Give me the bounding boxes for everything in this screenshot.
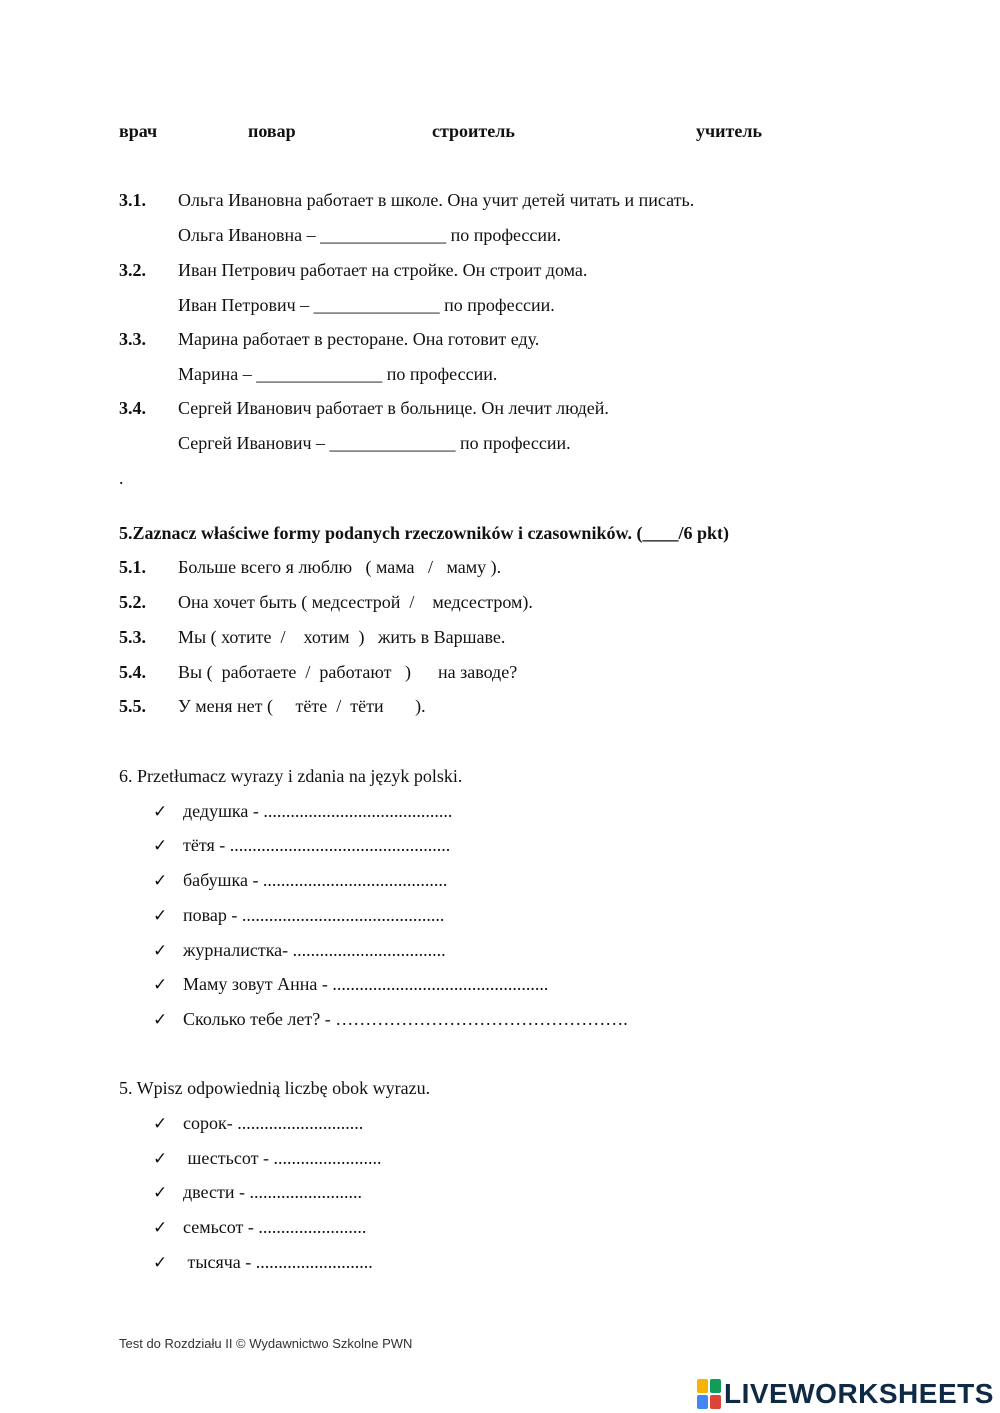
- translation-item[interactable]: дедушка - ..........................................: [183, 801, 453, 821]
- number-item[interactable]: сорок- ............................: [183, 1113, 364, 1133]
- answer-line[interactable]: Ольга Ивановна – ______________ по профессии.: [178, 225, 562, 245]
- check-icon: ✓: [153, 975, 168, 994]
- item-number: 5.2.: [119, 592, 146, 612]
- exercise-sentence: Иван Петрович работает на стройке. Он строит дома.: [178, 260, 588, 280]
- word-bank-item: строитель: [432, 121, 515, 141]
- number-item[interactable]: двести - .........................: [183, 1182, 362, 1202]
- check-icon: ✓: [153, 1149, 168, 1168]
- check-icon: ✓: [153, 871, 168, 890]
- choice-sentence[interactable]: У меня нет ( тёте / тёти ).: [178, 696, 426, 716]
- item-number: 3.3.: [119, 329, 146, 349]
- number-item[interactable]: семьсот - ........................: [183, 1217, 367, 1237]
- liveworksheets-logo[interactable]: [697, 1378, 994, 1410]
- check-icon: ✓: [153, 1253, 168, 1272]
- translation-item[interactable]: тётя - .................................................: [183, 835, 451, 855]
- choice-sentence[interactable]: Мы ( хотите / хотим ) жить в Варшаве.: [178, 627, 506, 647]
- exercise-sentence: Марина работает в ресторане. Она готовит еду.: [178, 329, 540, 349]
- exercise-sentence: Сергей Иванович работает в больнице. Он лечит людей.: [178, 398, 609, 418]
- logo-text: LIVEWORKSHEETS: [724, 1378, 994, 1409]
- translation-item[interactable]: Сколько тебе лет? - ………………………………………….: [183, 1009, 628, 1029]
- item-number: 3.1.: [119, 190, 146, 210]
- item-number: 3.4.: [119, 398, 146, 418]
- word-bank-item: врач: [119, 121, 158, 141]
- section-heading: 6. Przetłumacz wyrazy i zdania na język polski.: [119, 766, 463, 786]
- check-icon: ✓: [153, 1183, 168, 1202]
- answer-line[interactable]: Сергей Иванович – ______________ по профессии.: [178, 433, 571, 453]
- footer-credit: Test do Rozdziału II © Wydawnictwo Szkolne PWN: [119, 1336, 413, 1351]
- choice-sentence[interactable]: Вы ( работаете / работают ) на заводе?: [178, 662, 518, 682]
- stray-dot: .: [119, 468, 124, 488]
- word-bank-item: учитель: [696, 121, 762, 141]
- number-item[interactable]: тысяча - ..........................: [183, 1252, 373, 1272]
- exercise-sentence: Ольга Ивановна работает в школе. Она учит детей читать и писать.: [178, 190, 695, 210]
- item-number: 5.1.: [119, 557, 146, 577]
- answer-line[interactable]: Иван Петрович – ______________ по профессии.: [178, 295, 555, 315]
- logo-icon: [697, 1379, 721, 1409]
- item-number: 3.2.: [119, 260, 146, 280]
- item-number: 5.3.: [119, 627, 146, 647]
- answer-line[interactable]: Марина – ______________ по профессии.: [178, 364, 498, 384]
- check-icon: ✓: [153, 1218, 168, 1237]
- item-number: 5.5.: [119, 696, 146, 716]
- check-icon: ✓: [153, 1010, 168, 1029]
- section-heading: 5. Wpisz odpowiednią liczbę obok wyrazu.: [119, 1078, 431, 1098]
- check-icon: ✓: [153, 1114, 168, 1133]
- word-bank-item: повар: [248, 121, 296, 141]
- check-icon: ✓: [153, 906, 168, 925]
- item-number: 5.4.: [119, 662, 146, 682]
- choice-sentence[interactable]: Она хочет быть ( медсестрой / медсестром).: [178, 592, 533, 612]
- number-item[interactable]: шестьсот - ........................: [183, 1148, 382, 1168]
- translation-item[interactable]: бабушка - .........................................: [183, 870, 448, 890]
- translation-item[interactable]: повар - .............................................: [183, 905, 445, 925]
- translation-item[interactable]: журналистка- ..................................: [183, 940, 446, 960]
- section-heading: 5.Zaznacz właściwe formy podanych rzeczowników i czasowników. (____/6 pkt): [119, 523, 729, 543]
- choice-sentence[interactable]: Больше всего я люблю ( мама / маму ).: [178, 557, 502, 577]
- check-icon: ✓: [153, 802, 168, 821]
- translation-item[interactable]: Маму зовут Анна - ................................................: [183, 974, 549, 994]
- check-icon: ✓: [153, 941, 168, 960]
- check-icon: ✓: [153, 836, 168, 855]
